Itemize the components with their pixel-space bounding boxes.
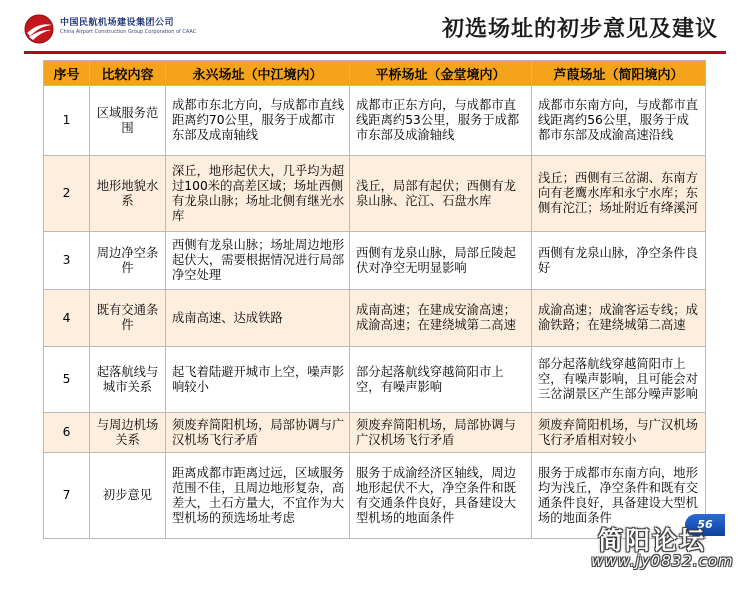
row-number: 5 (44, 347, 90, 413)
cell-pingqiao: 成都市正东方向，与成都市直线距离约53公里，服务于成都市东部及成渝轴线 (350, 86, 532, 156)
table-row (44, 413, 706, 453)
row-number: 7 (44, 453, 90, 539)
table-row (44, 290, 706, 347)
row-number: 1 (44, 86, 90, 156)
col-header-item: 比较内容 (90, 61, 166, 86)
cell-pingqiao: 浅丘，局部有起伏；西侧有龙泉山脉、沱江、石盘水库 (350, 156, 532, 232)
site-comparison-table (43, 60, 706, 539)
row-item: 既有交通条件 (90, 290, 166, 347)
row-item: 区域服务范围 (90, 86, 166, 156)
cell-pingqiao: 西侧有龙泉山脉，局部丘陵起伏对净空无明显影响 (350, 232, 532, 290)
row-item: 与周边机场关系 (90, 413, 166, 453)
cell-lujia: 西侧有龙泉山脉，净空条件良好 (532, 232, 706, 290)
col-header-yongxing: 永兴场址（中江境内） (166, 61, 350, 86)
watermark-forum-name: 简阳论坛 (598, 526, 707, 555)
cell-yongxing: 起飞着陆避开城市上空，噪声影响较小 (166, 347, 350, 413)
header-divider (24, 51, 726, 54)
page-number-badge: 56 (685, 514, 725, 536)
row-number: 6 (44, 413, 90, 453)
row-number: 3 (44, 232, 90, 290)
cell-yongxing: 须废弃简阳机场，局部协调与广汉机场飞行矛盾 (166, 413, 350, 453)
cell-lujia: 须废弃简阳机场，与广汉机场飞行矛盾相对较小 (532, 413, 706, 453)
row-item: 周边净空条件 (90, 232, 166, 290)
caacc-logo-icon (24, 14, 54, 44)
cell-yongxing: 距离成都市距离过远，区域服务范围不佳，且周边地形复杂，高差大，土石方量大，不宜作为大型机场的预选场址考虑 (166, 453, 350, 539)
page-title: 初选场址的初步意见及建议 (441, 17, 718, 42)
cell-pingqiao: 部分起落航线穿越简阳市上空，有噪声影响 (350, 347, 532, 413)
table-row (44, 347, 706, 413)
table-row (44, 156, 706, 232)
col-header-number: 序号 (44, 61, 90, 86)
row-number: 2 (44, 156, 90, 232)
table-row (44, 86, 706, 156)
cell-yongxing: 深丘，地形起伏大，几乎均为超过100米的高差区域；场址西侧有龙泉山脉；场址北侧有继光水库 (166, 156, 350, 232)
cell-yongxing: 西侧有龙泉山脉；场址周边地形起伏大，需要根据情况进行局部净空处理 (166, 232, 350, 290)
org-name-en: China Airport Construction Group Corporation of CAAC (60, 29, 197, 35)
row-item: 起落航线与城市关系 (90, 347, 166, 413)
row-number: 4 (44, 290, 90, 347)
col-header-pingqiao: 平桥场址（金堂境内） (350, 61, 532, 86)
cell-pingqiao: 服务于成渝经济区轴线，周边地形起伏不大，净空条件和既有交通条件良好，具备建设大型机场的地面条件 (350, 453, 532, 539)
row-item: 初步意见 (90, 453, 166, 539)
cell-yongxing: 成都市东北方向，与成都市直线距离约70公里，服务于成都市东部及成南轴线 (166, 86, 350, 156)
cell-lujia: 浅丘；西侧有三岔湖、东南方向有老鹰水库和永宁水库；东侧有沱江；场址附近有绛溪河 (532, 156, 706, 232)
col-header-lujia: 芦葭场址（简阳境内） (532, 61, 706, 86)
cell-lujia: 部分起落航线穿越简阳市上空，有噪声影响，且可能会对三岔湖景区产生部分噪声影响 (532, 347, 706, 413)
cell-pingqiao: 成南高速；在建成安渝高速；成渝高速；在建绕城第二高速 (350, 290, 532, 347)
cell-lujia: 服务于成都市东南方向，地形均为浅丘，净空条件和既有交通条件良好，具备建设大型机场的地面条件 (532, 453, 706, 539)
cell-pingqiao: 须废弃简阳机场，局部协调与广汉机场飞行矛盾 (350, 413, 532, 453)
row-item: 地形地貌水系 (90, 156, 166, 232)
table-row (44, 232, 706, 290)
table-header-row (44, 61, 706, 86)
org-name-cn: 中国民航机场建设集团公司 (60, 18, 175, 28)
cell-yongxing: 成南高速、达成铁路 (166, 290, 350, 347)
cell-lujia: 成都市东南方向，与成都市直线距离约56公里，服务于成都市东部及成渝高速沿线 (532, 86, 706, 156)
cell-lujia: 成渝高速；成渝客运专线；成渝铁路；在建绕城第二高速 (532, 290, 706, 347)
slide-header (0, 0, 746, 55)
watermark-url: www.jy0832.com (591, 552, 734, 570)
